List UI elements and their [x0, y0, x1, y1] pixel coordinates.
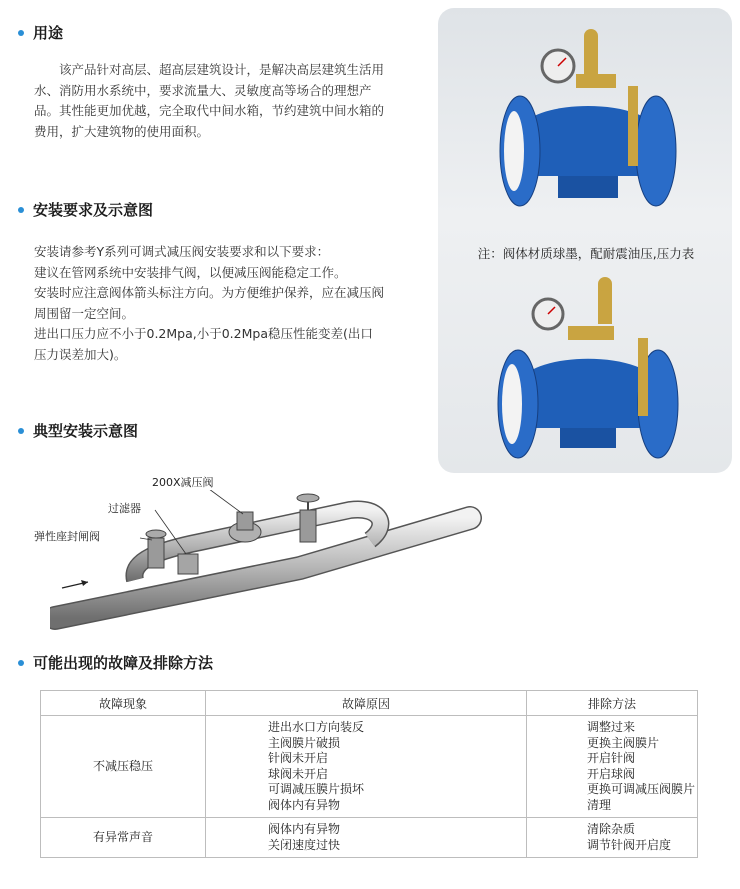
section-title-faults: 可能出现的故障及排除方法	[18, 652, 213, 673]
pipe-diagram-svg	[50, 470, 530, 635]
bullet-icon	[18, 207, 24, 213]
bullet-icon	[18, 660, 24, 666]
symptom-cell: 不减压稳压	[41, 716, 206, 818]
remedy-cell: 清除杂质 调节针阀开启度	[527, 818, 698, 858]
reducing-valve	[229, 512, 261, 542]
header-remedy: 排除方法	[527, 691, 698, 716]
bullet-icon	[18, 428, 24, 434]
label-gate-valve: 弹性座封闸阀	[34, 530, 100, 543]
label-reducing-valve: 200X减压阀	[152, 476, 214, 489]
cause-cell: 阀体内有异物 关闭速度过快	[206, 818, 527, 858]
usage-paragraph: 该产品针对高层、超高层建筑设计，是解决高层建筑生活用水、消防用水系统中，要求流量大、灵敏度高等场合的理想产品。其性能更加优越，完全取代中间水箱，节约建筑中间水箱的费用，扩大建筑物的使用面积。	[34, 62, 385, 139]
section-title-usage: 用途	[18, 22, 63, 43]
install-paragraph: 安装请参考Y系列可调式减压阀安装要求和以下要求： 建议在管网系统中安装排气阀，以便减压阀能稳定工作。 安装时应注意阀体箭头标注方向。为方便维护保养，应在减压阀周围留一定空间。 进出口压力应不小于0.2Mpa,小于0.2Mpa稳压性能变差(出口压力误差加大)。	[34, 244, 385, 362]
cause-cell: 进出水口方向装反 主阀膜片破损 针阀未开启 球阀未开启 可调减压膜片损坏 阀体内有异物	[206, 716, 527, 818]
photo-note: 注：阀体材质球墨，配耐震油压,压力表	[477, 246, 695, 261]
filter	[178, 554, 198, 574]
installation-diagram	[34, 470, 530, 635]
valve-photo-top	[488, 26, 688, 216]
header-cause: 故障原因	[206, 691, 527, 716]
section-title-typical: 典型安装示意图	[18, 420, 138, 441]
remedy-cell: 调整过来 更换主阀膜片 开启针阀 开启球阀 更换可调减压阀膜片 清理	[527, 716, 698, 818]
valve-photo-bottom	[488, 276, 688, 466]
section-title-install: 安装要求及示意图	[18, 199, 153, 220]
header-symptom: 故障现象	[41, 691, 206, 716]
gate-valve-right	[297, 494, 319, 542]
product-photo-panel	[438, 8, 732, 473]
table-row	[41, 818, 698, 858]
bullet-icon	[18, 30, 24, 36]
label-filter: 过滤器	[108, 502, 141, 515]
table-row	[41, 716, 698, 818]
symptom-cell: 有异常声音	[41, 818, 206, 858]
gate-valve-left	[146, 530, 166, 568]
faults-table	[40, 690, 698, 858]
flow-arrow-icon	[62, 580, 88, 588]
table-header-row	[41, 691, 698, 716]
